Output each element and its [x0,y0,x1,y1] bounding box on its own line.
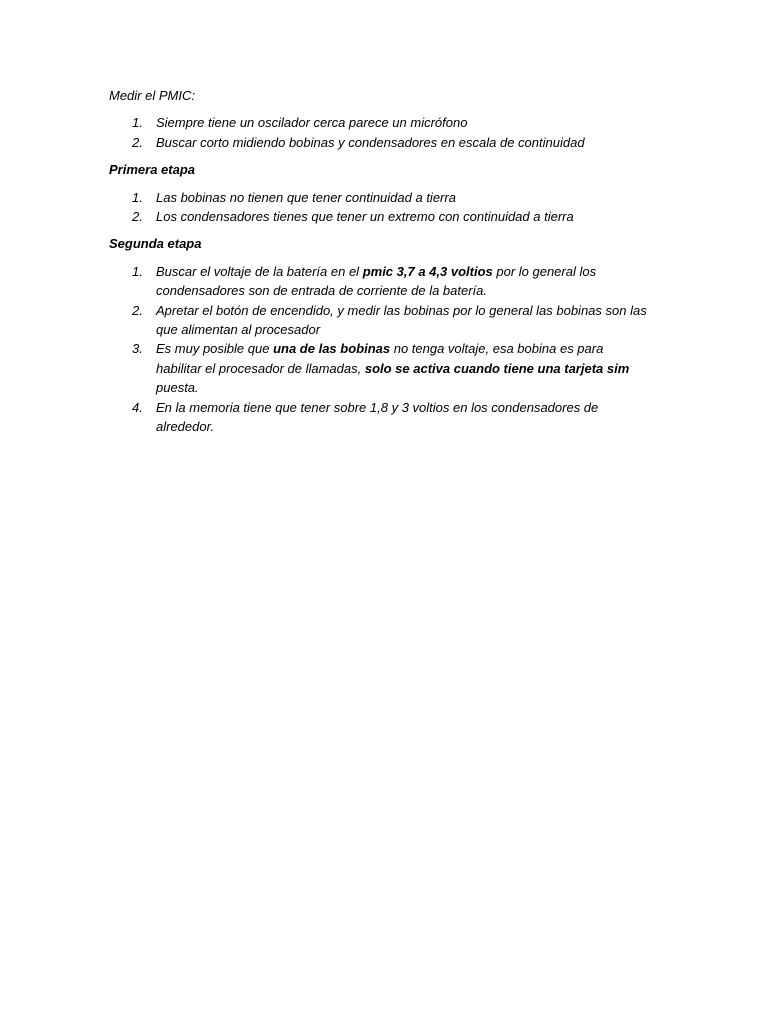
section-heading-segunda-etapa: Segunda etapa [109,236,202,252]
document-page [109,86,649,445]
list-item-bold-text: una de las bobinas [273,341,391,357]
list-item-text: puesta. [156,380,199,396]
list-item-text: por lo general los condensadores son de entrada de corriente de la batería. [156,263,597,299]
list-item-text: Apretar el botón de encendido, y medir las bobinas por lo general las bobinas son las que alimentan al procesador [156,302,647,338]
list-item [109,188,649,207]
list-item-text: Buscar el voltaje de la batería en el [156,263,363,279]
list-medir-pmic [109,113,649,152]
section-heading-medir-pmic: Medir el PMIC: [109,88,195,103]
list-item-number: 1. [132,263,143,279]
list-primera-etapa [109,188,649,227]
list-item [109,207,649,226]
list-item-number: 1. [132,189,143,205]
list-segunda-etapa [109,262,649,437]
list-item-text: Los condensadores tienes que tener un extremo con continuidad a tierra [156,209,574,225]
list-item-text: Es muy posible que [156,341,274,357]
list-item-text: Buscar corto midiendo bobinas y condensadores en escala de continuidad [156,134,585,150]
list-item [109,113,649,132]
list-item-number: 3. [132,341,143,357]
list-item [109,398,649,437]
list-item-text: Las bobinas no tienen que tener continuidad a tierra [156,189,456,205]
list-item-number: 1. [132,115,143,131]
list-item-number: 2. [132,302,143,318]
list-item-text: En la memoria tiene que tener sobre 1,8 y 3 voltios en los condensadores de alrededor. [156,399,599,435]
list-item-text: no tenga voltaje, esa bobina es para habilitar el procesador de llamadas, [156,341,604,376]
section-heading-primera-etapa: Primera etapa [109,162,195,178]
list-item-number: 2. [132,209,143,225]
list-item [109,133,649,152]
list-item-bold-text: solo se activa cuando tiene una tarjeta sim [364,360,630,376]
list-item-bold-text: pmic 3,7 a 4,3 voltios [362,263,493,279]
list-item-number: 2. [132,134,143,150]
list-item [109,262,649,301]
list-item [109,301,649,340]
list-item-text: Siempre tiene un oscilador cerca parece un micrófono [156,115,468,131]
list-item-number: 4. [132,399,143,415]
list-item [109,339,649,397]
